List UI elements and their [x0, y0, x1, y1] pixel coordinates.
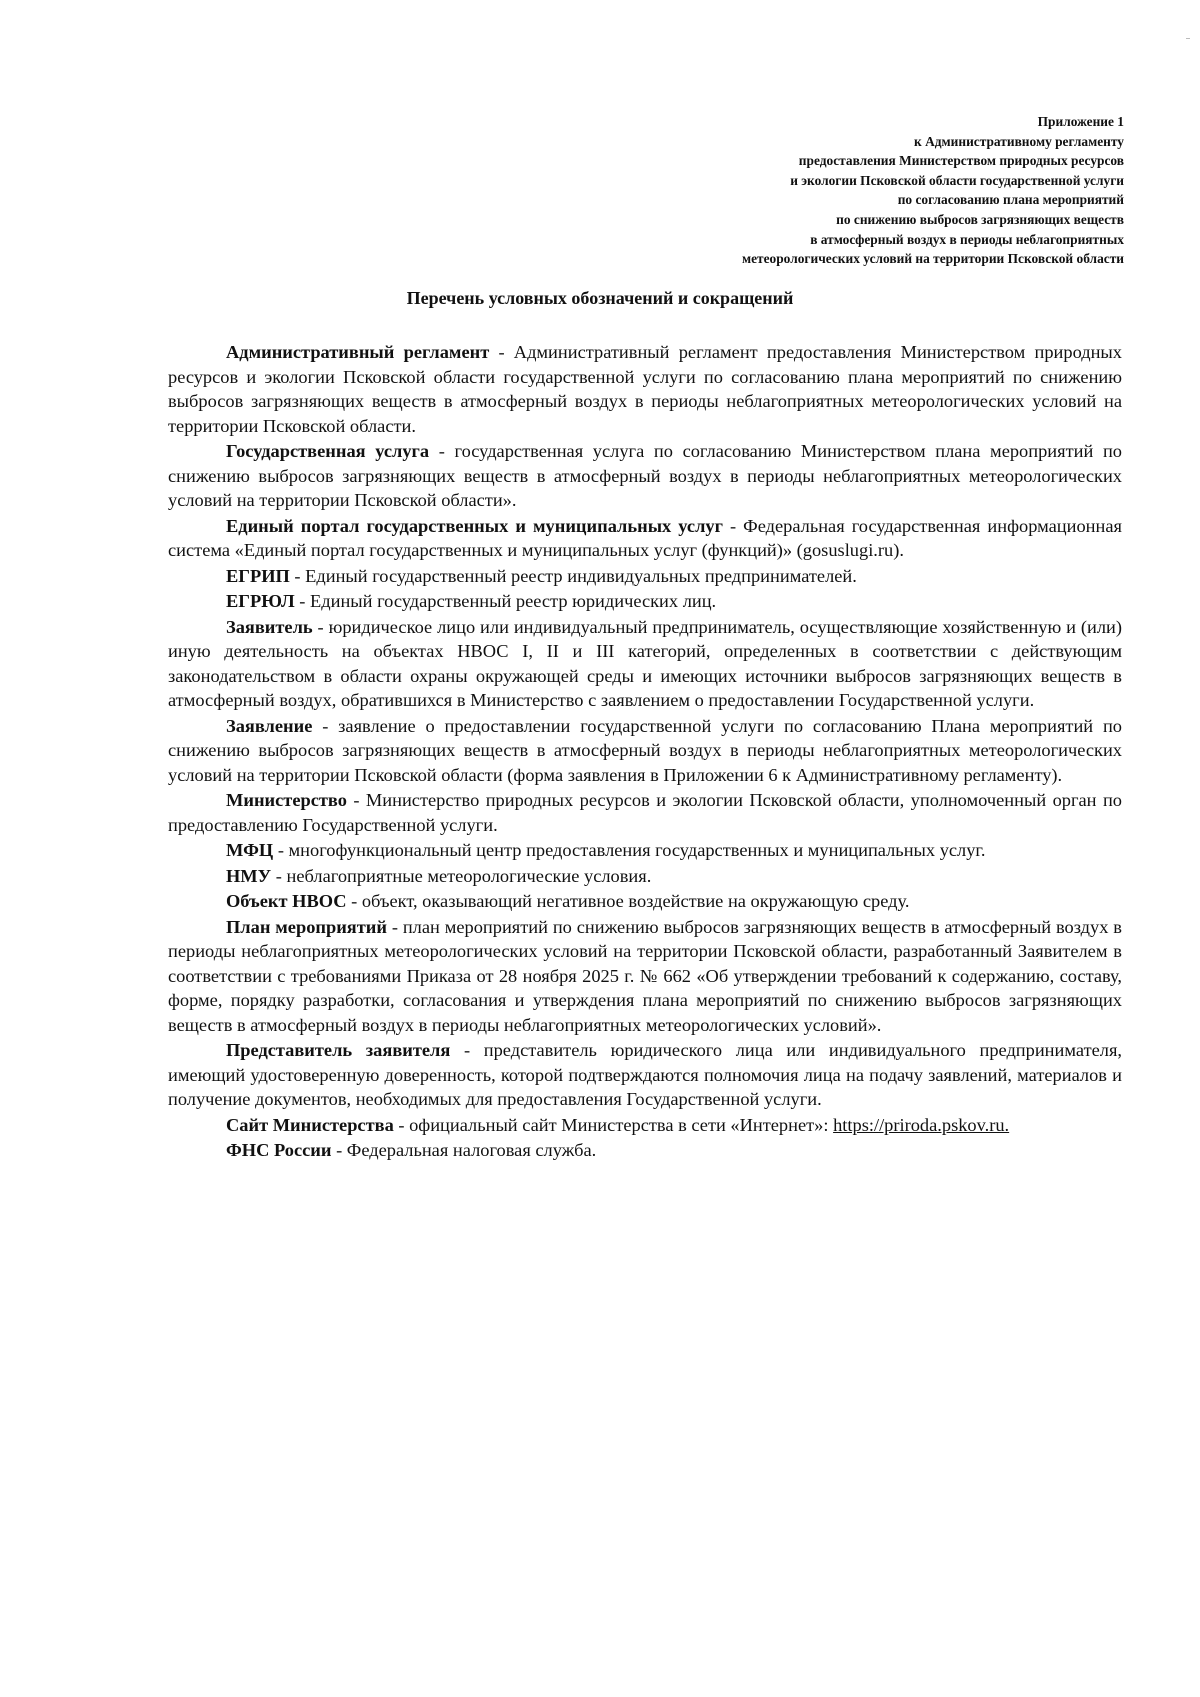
definition-term: Единый портал государственных и муниципальных услуг — [226, 515, 723, 536]
appendix-line: по согласованию плана мероприятий — [897, 192, 1124, 208]
definition-entry — [168, 714, 1122, 788]
definition-text: - Единый государственный реестр индивидуальных предпринимателей. — [289, 565, 857, 586]
document-title: Перечень условных обозначений и сокращений — [406, 288, 794, 308]
definition-entry — [168, 564, 1122, 589]
definition-term: Заявление — [226, 715, 313, 736]
definition-text: - Федеральная налоговая служба. — [331, 1140, 597, 1160]
definition-text: - Федеральная государственная информационная система «Единый портал государственных и муниципальных услуг (функций)» (gosuslugi.ru). — [168, 515, 1122, 560]
definition-entry — [168, 1138, 1122, 1163]
definition-entry — [168, 838, 1122, 863]
definition-term: ЕГРИП — [226, 565, 290, 586]
appendix-line: Приложение 1 — [1037, 114, 1124, 129]
definition-term: Административный регламент — [226, 342, 490, 362]
scan-artifact — [1186, 38, 1190, 39]
definition-text: - Министерство природных ресурсов и экологии Псковской области, уполномоченный орган по предоставлению Государственной услуги. — [168, 790, 1122, 835]
definition-term: Заявитель — [226, 616, 313, 637]
definition-term: Представитель заявителя — [226, 1040, 451, 1060]
definition-entry — [168, 340, 1122, 438]
definition-text: - юридическое лицо или индивидуальный предприниматель, осуществляющие хозяйственную и (или) иную деятельность на объектах НВОС I, II и III категорий, определенных в соответствии с действующим законодательством в области охраны окружающей среды и имеющих источники выбросов загрязняющих веществ в атмосферный воздух, обратившихся в Министерство с заявлением о предоставлении Государственной услуги. — [168, 616, 1122, 710]
definitions-list — [168, 340, 1122, 1164]
ministry-site-link[interactable]: https://priroda.pskov.ru. — [833, 1114, 1010, 1135]
definition-term: Министерство — [226, 790, 347, 810]
appendix-header — [604, 112, 1124, 269]
definition-entry — [168, 889, 1122, 914]
definition-term: НМУ — [226, 865, 272, 886]
definition-text: - Административный регламент предоставления Министерством природных ресурсов и экологии Псковской области государственной услуги по согласованию плана мероприятий по снижению выбросов загрязняющих веществ в атмосферный воздух в периоды неблагоприятных метеорологических условий на территории Псковской области. — [168, 342, 1122, 436]
definition-entry — [168, 1038, 1122, 1112]
definition-entry — [168, 615, 1122, 713]
definition-entry — [168, 788, 1122, 837]
definition-text: - план мероприятий по снижению выбросов загрязняющих веществ в атмосферный воздух в периоды неблагоприятных метеорологических условий на территории Псковской области, разработанный Заявителем в соответствии с требованиями Приказа от 28 ноября 2025 г. № 662 «Об утверждении требований к содержанию, составу, форме, порядку разработки, согласования и утверждения плана мероприятий по снижению выбросов загрязняющих веществ в атмосферный воздух в периоды неблагоприятных метеорологических условий». — [168, 916, 1122, 1035]
definition-entry-site — [168, 1113, 1122, 1138]
definition-entry — [168, 514, 1122, 563]
definition-term: План мероприятий — [226, 916, 387, 937]
definition-entry — [168, 864, 1122, 889]
definition-entry — [168, 589, 1122, 614]
definition-term: ЕГРЮЛ — [226, 591, 295, 611]
appendix-line: метеорологических условий на территории Псковской области — [741, 251, 1124, 267]
definition-text: - заявление о предоставлении государственной услуги по согласованию Плана мероприятий по снижению выбросов загрязняющих веществ в атмосферный воздух в периоды неблагоприятных метеорологических условий на территории Псковской области (форма заявления в Приложении 6 к Административному регламенту). — [168, 715, 1122, 785]
definition-text: - объект, оказывающий негативное воздействие на окружающую среду. — [346, 891, 910, 911]
definition-text: - государственная услуга по согласованию Министерством плана мероприятий по снижению выбросов загрязняющих веществ в атмосферный воздух в периоды неблагоприятных метеорологических условий на территории Псковской области». — [168, 441, 1122, 510]
appendix-line: и экологии Псковской области государственной услуги — [790, 172, 1124, 188]
definition-text: - официальный сайт Министерства в сети «Интернет»: — [393, 1114, 834, 1135]
definition-term: Сайт Министерства — [226, 1114, 394, 1135]
definition-entry — [168, 915, 1122, 1038]
definition-text: - многофункциональный центр предоставления государственных и муниципальных услуг. — [273, 840, 986, 860]
appendix-line: предоставления Министерством природных ресурсов — [798, 153, 1124, 169]
definition-term: Государственная услуга — [226, 441, 430, 461]
definition-term: Объект НВОС — [226, 891, 347, 911]
definition-text: - представитель юридического лица или индивидуального предпринимателя, имеющий удостоверенную доверенность, которой подтверждаются полномочия лица на подачу заявлений, материалов и получение документов, необходимых для предоставления Государственной услуги. — [168, 1040, 1122, 1109]
definition-text: - неблагоприятные метеорологические условия. — [271, 865, 652, 886]
appendix-line: к Административному регламенту — [914, 133, 1124, 149]
definition-term: МФЦ — [226, 840, 274, 860]
definition-entry — [168, 439, 1122, 513]
appendix-line: по снижению выбросов загрязняющих веществ — [836, 211, 1124, 227]
definition-text: - Единый государственный реестр юридических лиц. — [294, 591, 717, 611]
appendix-line: в атмосферный воздух в периоды неблагоприятных — [810, 231, 1124, 247]
definition-term: ФНС России — [226, 1140, 332, 1160]
